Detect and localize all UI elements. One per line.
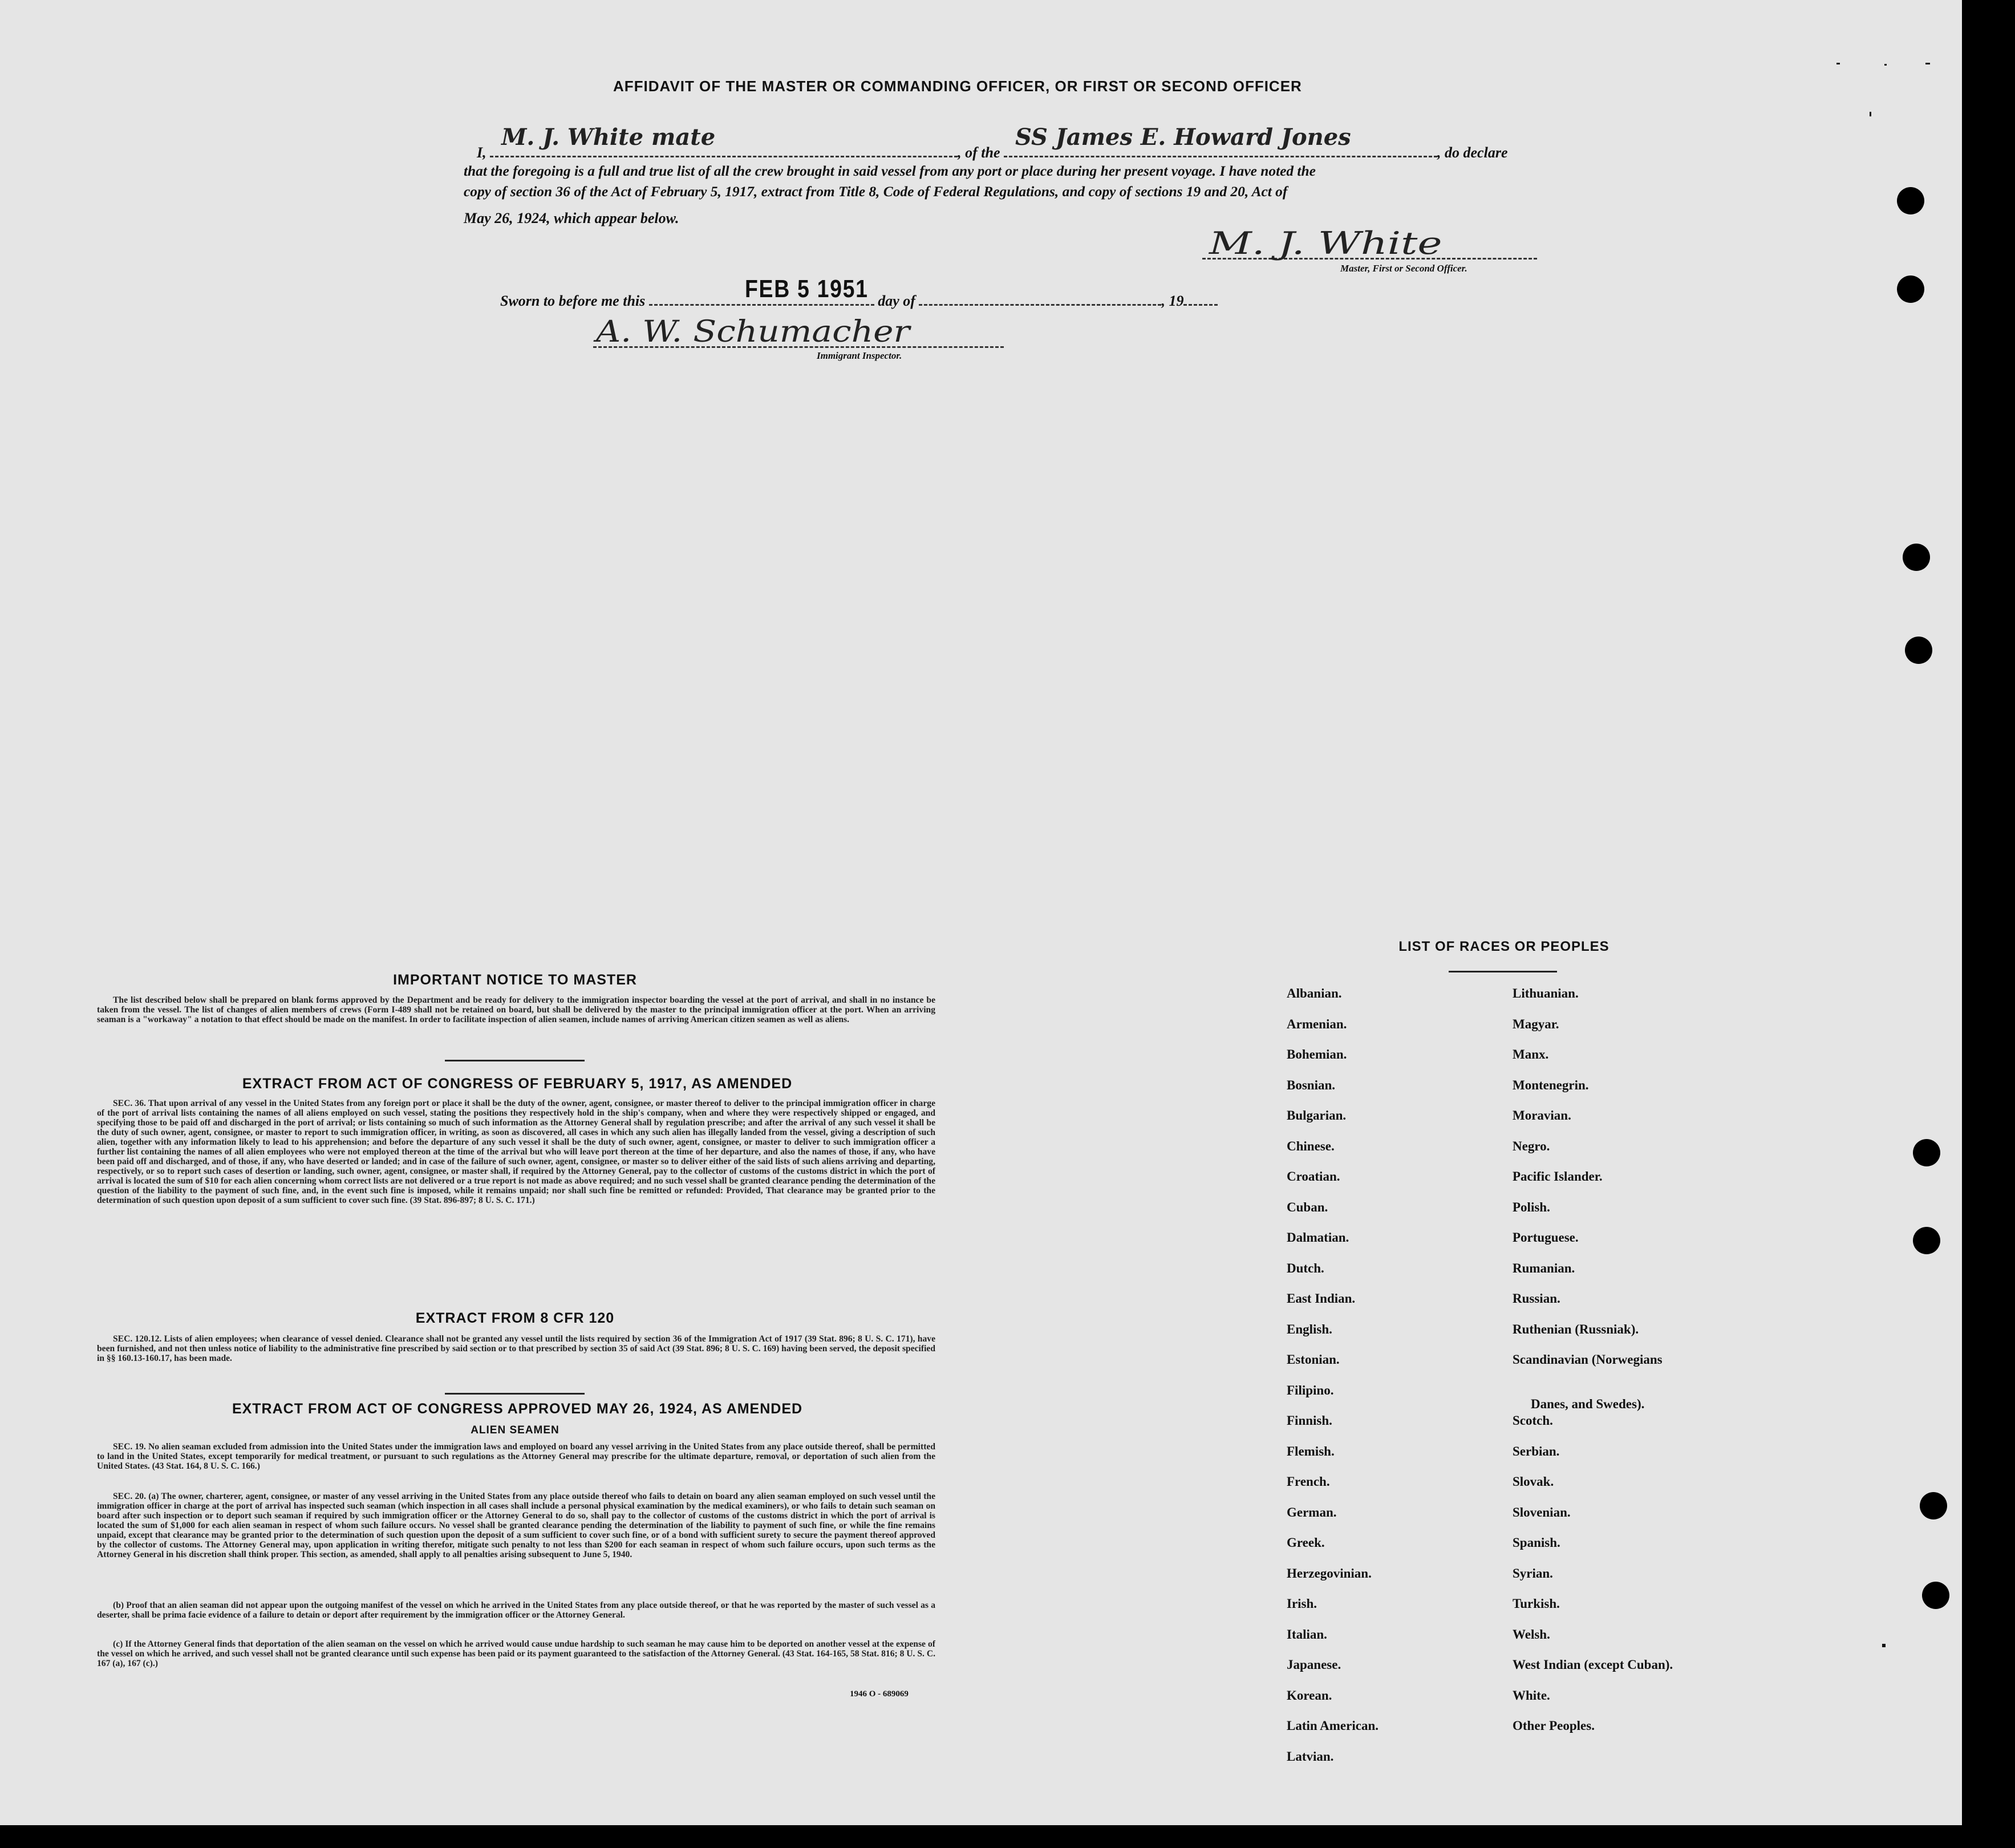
speck bbox=[1925, 63, 1930, 64]
race-item: English. bbox=[1287, 1322, 1332, 1336]
race-item: Manx. bbox=[1513, 1047, 1549, 1061]
affidavit-line-4: May 26, 1924, which appear below. bbox=[464, 210, 679, 226]
race-item: Scotch. bbox=[1513, 1413, 1553, 1428]
binder-hole bbox=[1897, 275, 1924, 303]
race-item: Montenegrin. bbox=[1513, 1077, 1589, 1092]
binder-hole bbox=[1913, 1139, 1940, 1166]
races-rule bbox=[1449, 971, 1557, 972]
extract-1917-text: SEC. 36. That upon arrival of any vessel in the United States from any foreign port or place it shall be the duty of the owner, agent, consignee, or master thereof to deliver to the principal immigration officer in charge of the port of arrival lists containing the names of all aliens employed on such vessel, stating the positions they respectively hold in the ship's company, when and where they were respectively shipped or engaged, and specifying those to be paid off and discharged in the port of arrival; or lists containing so much of such information as the Attorney General shall by regulation prescribe; and after the arrival of any such vessel it shall be the duty of such owner, agent, consignee, or master to report to such immigration officer, in writing, as soon as discovered, all cases in which any such alien has illegally landed from the vessel, giving a description of such alien, together with any information likely to lead to his apprehension; and before the departure of any such vessel it shall be the duty of such owner, agent, consignee, or master to deliver to such immigration officer a further list containing the names of all alien employees who were not employed thereon at the time of the arrival but who will leave port thereon at the time of her departure, and also the names of those, if any, who have been paid off and discharged, and of those, if any, who have deserted or landed; and in case of the failure of such owner, agent, consignee, or master so to deliver either of the said lists of such aliens arriving and departing, respectively, or so to report such cases of desertion or landing, such owner, agent, consignee, or master shall, if required by the Attorney General, pay to the collector of customs of the customs district in which the port of arrival is located the sum of $10 for each alien concerning whom correct lists are not delivered or a true report is not made as above required; and no such vessel shall be granted clearance pending the determination of the question of the liability to the payment of such fine, and, in the event such fine is imposed, while it remains unpaid; nor shall such fine be remitted or refunded: Provided, That clearance may be granted prior to the determination of such question upon deposit of a sum sufficient to cover such fine. (39 Stat. 896-897; 8 U. S. C. 171.) bbox=[97, 1099, 935, 1205]
officer-signature: M. J. White bbox=[1209, 225, 1442, 261]
race-item: Albanian. bbox=[1287, 986, 1342, 1000]
sworn-day-label: day of bbox=[878, 293, 915, 309]
extract-1924-title: EXTRACT FROM ACT OF CONGRESS APPROVED MAY 26, 1924, AS AMENDED bbox=[232, 1401, 803, 1417]
race-item: Italian. bbox=[1287, 1627, 1327, 1642]
race-item: Danes, and Swedes). bbox=[1531, 1396, 1645, 1411]
inspector-signature: A. W. Schumacher bbox=[596, 315, 910, 349]
race-item: Bohemian. bbox=[1287, 1047, 1347, 1061]
race-item: Slovak. bbox=[1513, 1474, 1554, 1489]
speck bbox=[1870, 112, 1871, 116]
binder-hole bbox=[1903, 544, 1930, 571]
race-item: Latin American. bbox=[1287, 1719, 1379, 1733]
race-item: Dalmatian. bbox=[1287, 1230, 1349, 1245]
notice-text: The list described below shall be prepared on blank forms approved by the Department and be ready for delivery to the immigration inspector boarding the vessel at the port of arrival, and shall in no instance be taken from the vessel. The list of changes of alien members of crews (Form I-489 shall not be retained on board, but shall be delivered by the master to the principal immigration officer at the port. When an arriving seaman is a "workaway" a notation to that effect should be made on the manifest. In order to facilitate inspection of alien seamen, include names of arriving American citizen seamen as well as aliens. bbox=[97, 995, 935, 1024]
race-item: Japanese. bbox=[1287, 1657, 1341, 1672]
race-item: Bulgarian. bbox=[1287, 1108, 1347, 1122]
race-item: Herzegovinian. bbox=[1287, 1566, 1372, 1580]
race-item: White. bbox=[1513, 1688, 1550, 1703]
race-item: Scandinavian (Norwegians bbox=[1513, 1352, 1663, 1367]
race-item: Ruthenian (Russniak). bbox=[1513, 1322, 1639, 1336]
sworn-month-field[interactable] bbox=[919, 289, 1161, 306]
race-item: Serbian. bbox=[1513, 1444, 1560, 1458]
race-item: Rumanian. bbox=[1513, 1261, 1575, 1275]
extract-1917-title: EXTRACT FROM ACT OF CONGRESS OF FEBRUARY 5, 1917, AS AMENDED bbox=[242, 1076, 793, 1092]
extract-1924-subtitle: ALIEN SEAMEN bbox=[471, 1424, 560, 1436]
speck bbox=[1884, 64, 1887, 66]
affidavit-line-1 bbox=[477, 124, 1508, 162]
vessel-name-handwriting: SS James E. Howard Jones bbox=[1015, 124, 1351, 151]
notice-rule bbox=[445, 1060, 585, 1061]
race-item: Dutch. bbox=[1287, 1261, 1324, 1275]
extract-8cfr-text: SEC. 120.12. Lists of alien employees; when clearance of vessel denied. Clearance shall not be granted any vessel until the lists required by section 36 of the Immigration Act of 1917 (39 Stat. 896; 8 U. S. C. 171), have been furnished, and not then unless notice of liability to the administrative fine prescribed by said section or to that prescribed by section 35 of said Act (39 Stat. 896; 8 U. S. C. 169) having been served, the deposit specified in §§ 160.13-160.17, has been made. bbox=[97, 1334, 935, 1363]
binder-hole bbox=[1913, 1227, 1940, 1254]
race-item: Magyar. bbox=[1513, 1016, 1559, 1031]
race-item: Turkish. bbox=[1513, 1596, 1560, 1611]
binder-hole bbox=[1897, 187, 1924, 214]
races-title: LIST OF RACES OR PEOPLES bbox=[1398, 939, 1609, 954]
extract-1924-sec20c: (c) If the Attorney General finds that deportation of the alien seaman on the vessel on which he arrived would cause undue hardship to such seaman he may cause him to be deported on another vessel at the expense of the vessel on which he arrived, and such vessel shall not be granted clearance until such expense has been paid or its payment guaranteed to the satisfaction of the Attorney General. (43 Stat. 164-165, 58 Stat. 816; 8 U. S. C. 167 (a), 167 (c).) bbox=[97, 1639, 935, 1668]
extract-8cfr-title: EXTRACT FROM 8 CFR 120 bbox=[415, 1310, 615, 1326]
race-item: Pacific Islander. bbox=[1513, 1169, 1603, 1184]
inspector-caption: Immigrant Inspector. bbox=[817, 350, 902, 361]
race-item: Spanish. bbox=[1513, 1535, 1560, 1550]
binder-hole bbox=[1922, 1582, 1949, 1609]
affidavit-line1-suffix: , do declare bbox=[1437, 144, 1508, 161]
master-name-handwriting: M. J. White mate bbox=[501, 124, 716, 151]
race-item: East Indian. bbox=[1287, 1291, 1356, 1306]
race-item: Portuguese. bbox=[1513, 1230, 1579, 1245]
affidavit-line-3: copy of section 36 of the Act of February 5, 1917, extract from Title 8, Code of Federal Regulations, and copy of sections 19 and 20, Act of bbox=[464, 184, 1288, 200]
race-item: German. bbox=[1287, 1505, 1337, 1519]
date-stamp: FEB 5 1951 bbox=[745, 275, 869, 303]
race-item: Lithuanian. bbox=[1513, 986, 1579, 1000]
notice-title: IMPORTANT NOTICE TO MASTER bbox=[393, 972, 637, 988]
speck bbox=[1882, 1644, 1886, 1647]
race-item: Cuban. bbox=[1287, 1199, 1328, 1214]
race-item: Irish. bbox=[1287, 1596, 1317, 1611]
race-item: Moravian. bbox=[1513, 1108, 1571, 1122]
sworn-year-field[interactable] bbox=[1183, 289, 1218, 306]
sworn-year-label: , 19 bbox=[1161, 293, 1184, 309]
race-item: West Indian (except Cuban). bbox=[1513, 1657, 1673, 1672]
officer-caption: Master, First or Second Officer. bbox=[1340, 263, 1467, 274]
race-item: Polish. bbox=[1513, 1199, 1550, 1214]
extract-1924-sec20a: SEC. 20. (a) The owner, charterer, agent, consignee, or master of any vessel arriving in the United States from any place outside thereof who fails to detain on board any alien seaman employed on such vessel until the immigration officer in charge at the port of arrival has inspected such seaman (which inspection in all cases shall include a personal physical examination by the medical examiners), or who fails to detain such seaman on board after such inspection or to deport such seaman if required by such immigration officer or the Attorney General to do so, shall pay to the collector of customs of the customs district in which the port of arrival is located the sum of $1,000 for each alien seaman in respect of whom such failure occurs. No vessel shall be granted clearance pending the determination of the liability to payment of such fine, or while the fine remains unpaid, except that clearance may be granted prior to the determination of such question upon the deposit of a sum sufficient to cover such fine, or of a bond with sufficient surety to secure the payment thereof approved by the collector of customs. The Attorney General may, upon application in writing therefor, mitigate such penalty to not less than $200 for each seaman in respect of whom such failure occurs, upon such terms as the Attorney General in his discretion shall think proper. This section, as amended, shall apply to all penalties arising subsequent to June 5, 1940. bbox=[97, 1492, 935, 1559]
affidavit-title: AFFIDAVIT OF THE MASTER OR COMMANDING OFFICER, OR FIRST OR SECOND OFFICER bbox=[613, 78, 1302, 95]
print-code: 1946 O - 689069 bbox=[850, 1689, 909, 1699]
race-item: Welsh. bbox=[1513, 1627, 1550, 1642]
master-name-field[interactable] bbox=[490, 124, 958, 157]
binder-hole bbox=[1905, 637, 1932, 664]
race-item: Croatian. bbox=[1287, 1169, 1340, 1184]
extract-1924-sec20b: (b) Proof that an alien seaman did not appear upon the outgoing manifest of the vessel on which he arrived in the United States from any place outside thereof, or that he was reported by the master of such vessel as a deserter, shall be prima facie evidence of a failure to detain or deport after requirement by the immigration officer or the Attorney General. bbox=[97, 1600, 935, 1620]
race-item: Slovenian. bbox=[1513, 1505, 1571, 1519]
race-item: Chinese. bbox=[1287, 1138, 1335, 1153]
vessel-name-field[interactable] bbox=[1004, 124, 1437, 157]
extract-1924-sec19: SEC. 19. No alien seaman excluded from admission into the United States under the immigration laws and employed on board any vessel arriving in the United States from any place outside thereof, shall be permitted to land in the United States, except temporarily for medical treatment, or pursuant to such regulations as the Attorney General may prescribe for the ultimate departure, removal, or deportation of such alien from the United States. (43 Stat. 164, 8 U. S. C. 166.) bbox=[97, 1442, 935, 1471]
race-item: Other Peoples. bbox=[1513, 1719, 1595, 1733]
affidavit-line1-prefix: I, bbox=[477, 144, 486, 161]
race-item: Filipino. bbox=[1287, 1383, 1334, 1397]
race-item: Flemish. bbox=[1287, 1444, 1335, 1458]
race-item: Estonian. bbox=[1287, 1352, 1340, 1367]
race-item: Syrian. bbox=[1513, 1566, 1553, 1580]
affidavit-line-2: that the foregoing is a full and true list of all the crew brought in said vessel from any port or place during her present voyage. I have noted the bbox=[464, 163, 1316, 179]
race-item: Armenian. bbox=[1287, 1016, 1347, 1031]
speck bbox=[1836, 63, 1840, 64]
race-item: Greek. bbox=[1287, 1535, 1325, 1550]
race-item: Negro. bbox=[1513, 1138, 1550, 1153]
race-item: Latvian. bbox=[1287, 1749, 1334, 1764]
race-item: French. bbox=[1287, 1474, 1330, 1489]
affidavit-line1-mid: , of the bbox=[958, 144, 1000, 161]
race-item: Finnish. bbox=[1287, 1413, 1332, 1428]
extract-8cfr-rule bbox=[445, 1393, 585, 1395]
binder-hole bbox=[1920, 1492, 1947, 1519]
sworn-prefix: Sworn to before me this bbox=[500, 293, 646, 309]
race-item: Bosnian. bbox=[1287, 1077, 1336, 1092]
race-item: Korean. bbox=[1287, 1688, 1332, 1703]
race-item: Russian. bbox=[1513, 1291, 1560, 1306]
